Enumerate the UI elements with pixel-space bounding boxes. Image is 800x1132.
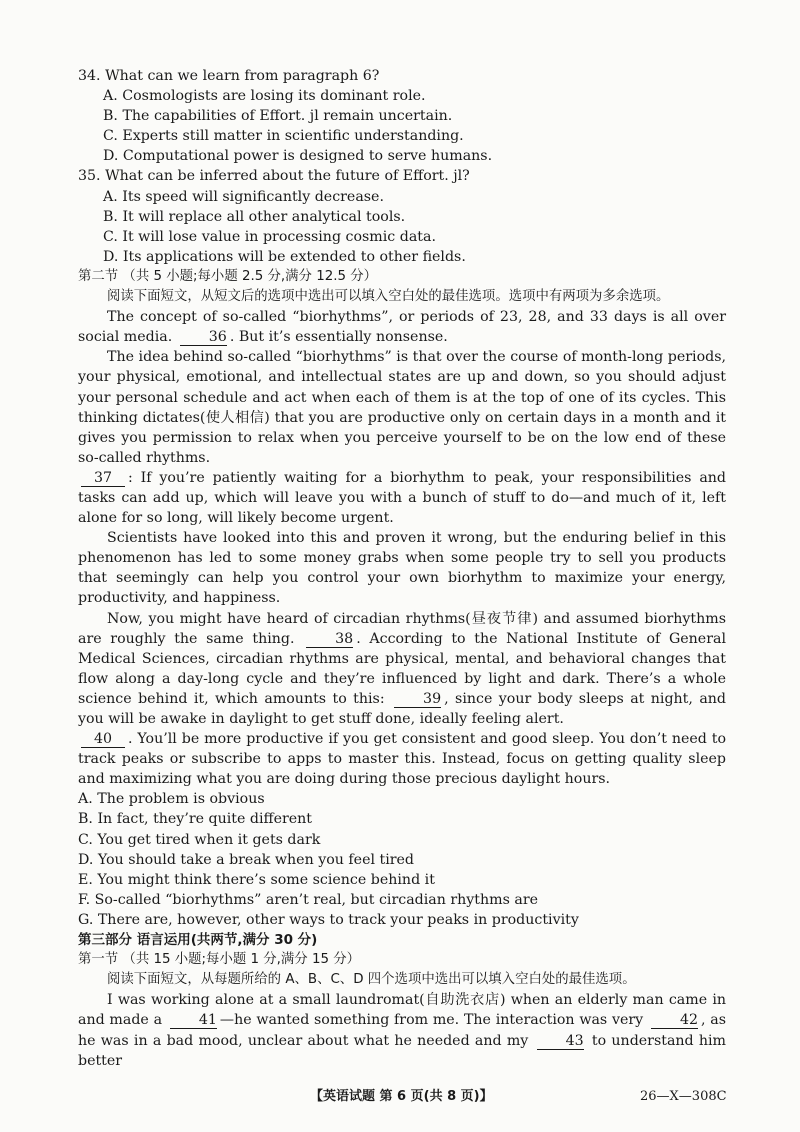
q34-option-c: C. Experts still matter in scientific understanding. [103,128,464,145]
part3-subheading: 第一节 （共 15 小题;每小题 1 分,满分 15 分） [78,952,361,968]
blank-38: 38 [306,632,353,648]
blank-39: 39 [394,692,441,708]
passage-text: Now, you might have heard of circadian rhythms(昼夜节律) and assumed biorhythms are roughly the same thing. [78,610,726,647]
passage-text: . According to the National Institute of General Medical Sciences, circadian rhythms are physical, mental, and behavioral changes that flow along a day-long cycle and they’re influenced by light and dark. There’s a whole science behind it, which amounts to this: [78,630,726,707]
choice-c: C. You get tired when it gets dark [78,831,321,848]
blank-37: 37 [81,471,125,487]
passage-paragraph-4: Scientists have looked into this and proven it wrong, but the enduring belief in this phenomenon has led to some money grabs when some people try to sell you products that seemingly can help you control your own biorhythm to maximize your energy, productivity, and happiness. [78,530,726,607]
passage-text: , since your body sleeps at night, and you will be awake in daylight to get stuff done, ideally feeling alert. [78,690,726,727]
passage-text: The concept of so-called “biorhythms”, or periods of 23, 28, and 33 days is all over social media. [78,309,726,346]
passage-text: . You’ll be more productive if you get consistent and good sleep. You don’t need to track peaks or subscribe to apps to master this. Instead, focus on getting quality sleep and maximizing what you are doing during those precious daylight hours. [78,731,726,788]
passage-paragraph-2: The idea behind so-called “biorhythms” is that over the course of month-long periods, your physical, emotional, and intellectual states are up and down, so you should adjust your personal schedule and act when each of them is at the top of one of its cycles. This thinking dictates(使人相信) that you are productive only on certain days in a month and it gives you permission to relax when you perceive yourself to be on the low end of these so-called rhythms. [78,349,726,466]
question-35-stem: 35. What can be inferred about the future of Effort. jl? [78,168,470,185]
passage-paragraph-5 [78,609,726,730]
passage-paragraph-3 [78,468,726,528]
passage-paragraph-1 [78,307,726,347]
cloze-paragraph [78,990,726,1070]
q34-option-d: D. Computational power is designed to serve humans. [103,148,493,165]
blank-41: 41 [170,1013,217,1029]
choice-g: G. There are, however, other ways to track your peaks in productivity [78,911,579,928]
q35-option-c: C. It will lose value in processing cosmic data. [103,228,436,245]
question-35 [78,166,726,266]
part3-heading: 第三部分 语言运用(共两节,满分 30 分) [78,932,318,949]
q34-option-b: B. The capabilities of Effort. jl remain uncertain. [103,108,453,125]
q34-option-a: A. Cosmologists are losing its dominant role. [103,88,426,105]
choice-d: D. You should take a break when you feel tired [78,851,415,868]
cloze-text: to understand him better [78,1032,727,1069]
choice-f: F. So-called “biorhythms” aren’t real, but circadian rhythms are [78,891,539,908]
choice-e: E. You might think there’s some science behind it [78,871,435,888]
exam-page [78,66,726,1071]
paper-code: 26—X—308C [640,1089,727,1104]
section2-instruction: 阅读下面短文，从短文后的选项中选出可以填入空白处的最佳选项。选项中有两项为多余选项。 [107,289,670,305]
passage-text: : If you’re patiently waiting for a biorhythm to peak, your responsibilities and tasks can add up, which will leave you with a bunch of stuff to do—and much of it, left alone for so long, will likely become urgent. [78,469,726,527]
q35-option-b: B. It will replace all other analytical tools. [103,208,406,225]
page-footer [0,1087,800,1109]
passage-text: . But it’s essentially nonsense. [229,329,448,346]
blank-40: 40 [81,732,125,748]
page-number: 【英语试题 第 6 页(共 8 页)】 [310,1089,493,1104]
passage-paragraph-6 [78,729,726,789]
part3-instruction: 阅读下面短文，从每题所给的 A、B、C、D 四个选项中选出可以填入空白处的最佳选项。 [107,972,636,988]
question-34 [78,66,726,166]
q35-option-a: A. Its speed will significantly decrease. [103,188,384,205]
choice-b: B. In fact, they’re quite different [78,811,312,828]
cloze-text: —he wanted something from me. The interaction was very [219,1012,644,1029]
blank-42: 42 [651,1013,698,1029]
blank-43: 43 [537,1034,584,1050]
blank-36: 36 [180,330,227,346]
question-34-stem: 34. What can we learn from paragraph 6? [78,68,380,84]
q35-option-d: D. Its applications will be extended to other fields. [103,248,466,265]
section2-heading: 第二节 （共 5 小题;每小题 2.5 分,满分 12.5 分） [78,268,378,284]
choice-a: A. The problem is obvious [78,791,265,808]
choice-list [78,789,726,930]
cloze-text: , as he was in a bad mood, unclear about what he needed and my [78,1012,727,1049]
cloze-text: I was working alone at a small laundromat(自助洗衣店) when an elderly man came in and made a [78,992,726,1029]
